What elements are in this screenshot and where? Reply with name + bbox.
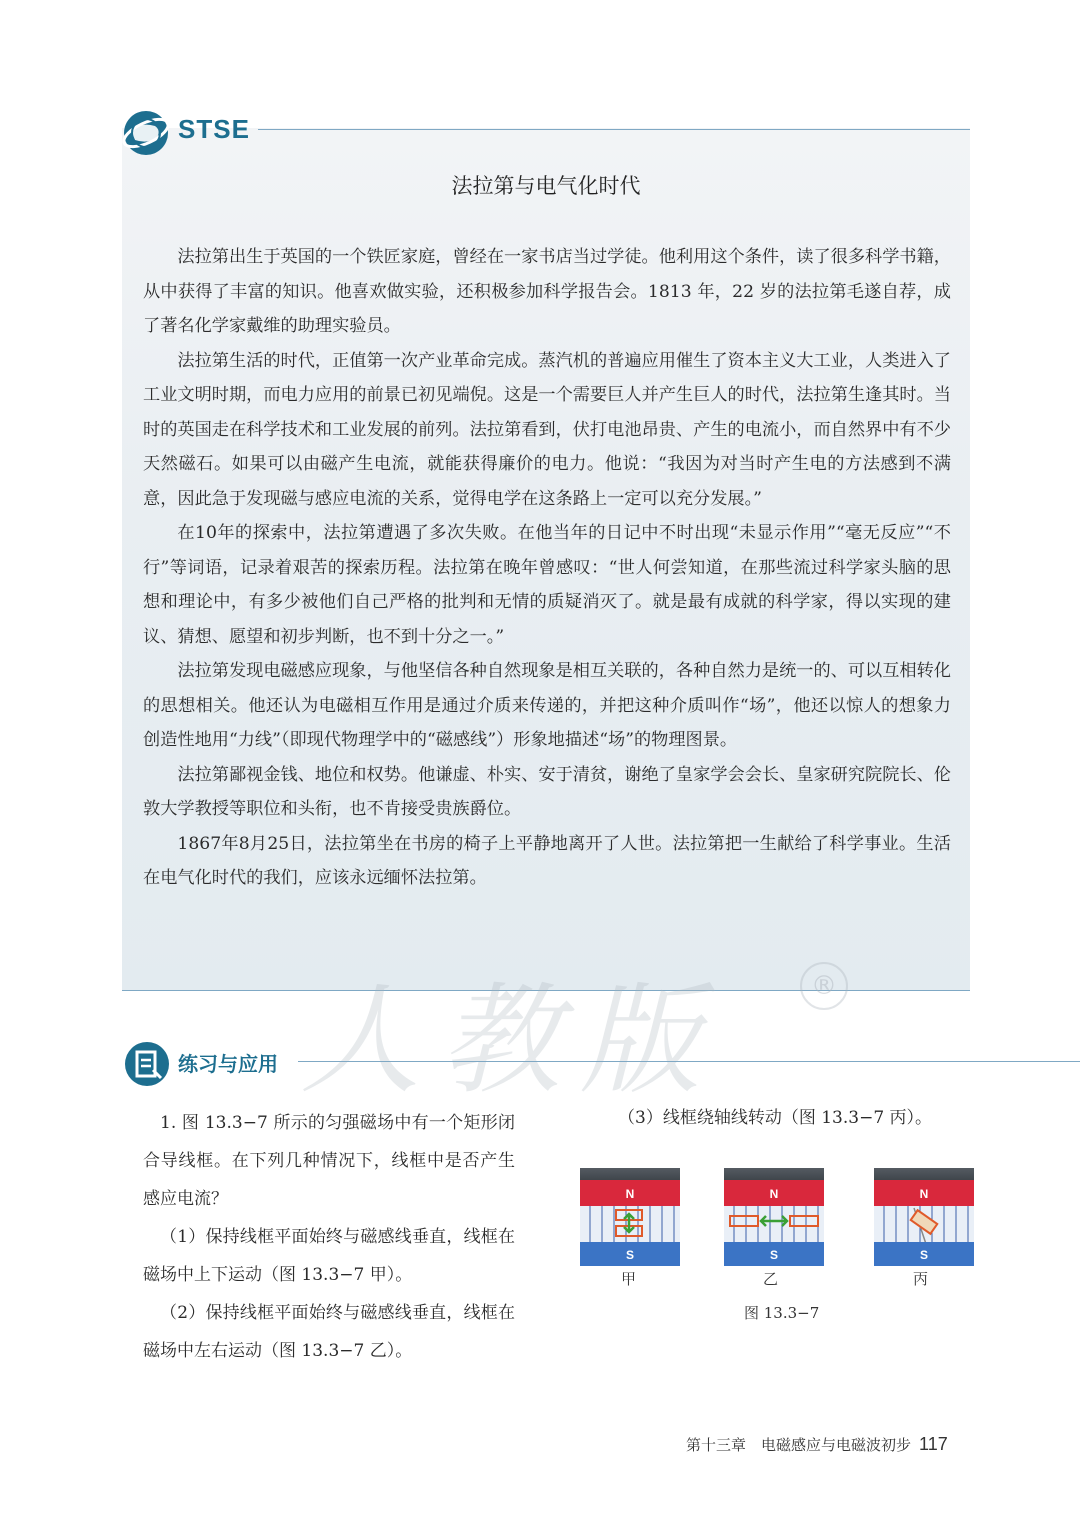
north-label: N	[919, 1187, 929, 1201]
article-paragraph: 法拉第出生于英国的一个铁匠家庭，曾经在一家书店当过学徒。他利用这个条件，读了很多科学书籍，从中获得了丰富的知识。他喜欢做实验，还积极参加科学报告会。1813 年，22 岁的法拉第毛遂自荐，成了著名化学家戴维的助理实验员。	[143, 247, 951, 336]
question-part-3: （3）线框绕轴线转动（图 13.3−7 丙）。	[618, 1108, 933, 1128]
article-paragraph: 法拉第发现电磁感应现象，与他坚信各种自然现象是相互关联的，各种自然力是统一的、可以互相转化的思想相关。他还认为电磁相互作用是通过介质来传递的，并把这种介质叫作“场”，他还以惊人的想象力创造性地用“力线”（即现代物理学中的“磁感线”）形象地描述“场”的物理图景。	[143, 661, 951, 750]
article-paragraph: 在10年的探索中，法拉第遭遇了多次失败。在他当年的日记中不时出现“未显示作用”“毫无反应”“不行”等词语，记录着艰苦的探索历程。法拉第在晚年曾感叹：“世人何尝知道，在那些流过科学家头脑的思想和理论中，有多少被他们自己严格的批判和无情的质疑消灭了。就是最有成就的科学家，得以实现的建议、猜想、愿望和初步判断，也不到十分之一。”	[143, 523, 951, 647]
figure-caption-yi: 乙	[763, 1270, 779, 1288]
question-intro: 1. 图 13.3−7 所示的匀强磁场中有一个矩形闭合导线框。在下列几种情况下，线框中是否产生感应电流？	[143, 1113, 515, 1209]
question-1	[143, 1104, 515, 1370]
figure-title: 图 13.3−7	[744, 1304, 820, 1322]
page-footer	[686, 1434, 948, 1455]
article-body	[143, 240, 951, 896]
exercise-icon	[123, 1040, 171, 1088]
north-label: N	[625, 1187, 635, 1201]
article-paragraph: 1867年8月25日，法拉第坐在书房的椅子上平静地离开了人世。法拉第把一生献给了科学事业。生活在电气化时代的我们，应该永远缅怀法拉第。	[143, 833, 951, 888]
exercise-divider	[298, 1061, 1080, 1062]
article-title: 法拉第与电气化时代	[451, 174, 641, 198]
figure-yi	[724, 1168, 824, 1266]
south-label: S	[919, 1248, 929, 1262]
south-label: S	[769, 1248, 779, 1262]
question-part-2: （2）保持线框平面始终与磁感线垂直，线框在磁场中左右运动（图 13.3−7 乙）。	[143, 1303, 515, 1361]
stse-label: STSE	[178, 114, 250, 144]
figure-caption-jia: 甲	[621, 1270, 637, 1288]
figure-caption-bing: 丙	[913, 1270, 929, 1288]
figure-bing	[874, 1168, 974, 1266]
publisher-watermark: 人教版	[300, 972, 720, 1111]
exercise-heading: 练习与应用	[178, 1052, 278, 1076]
article-paragraph: 法拉第鄙视金钱、地位和权势。他谦虚、朴实、安于清贫，谢绝了皇家学会会长、皇家研究院院长、伦敦大学教授等职位和头衔，也不肯接受贵族爵位。	[143, 764, 951, 819]
south-label: S	[625, 1248, 635, 1262]
globe-icon	[121, 108, 171, 158]
question-part-1: （1）保持线框平面始终与磁感线垂直，线框在磁场中上下运动（图 13.3−7 甲）。	[143, 1227, 515, 1285]
chapter-title: 第十三章 电磁感应与电磁波初步	[686, 1436, 912, 1454]
stse-header-divider	[258, 129, 970, 130]
page-number: 117	[919, 1434, 948, 1454]
article-paragraph: 法拉第生活的时代，正值第一次产业革命完成。蒸汽机的普遍应用催生了资本主义大工业，人类进入了工业文明时期，而电力应用的前景已初见端倪。这是一个需要巨人并产生巨人的时代，法拉第生逢其时。当时的英国走在科学技术和工业发展的前列。法拉第看到，伏打电池昂贵、产生的电流小，而自然界中有不少天然磁石。如果可以由磁产生电流，就能获得廉价的电力。他说：“我因为对当时产生电的方法感到不满意，因此急于发现磁与感应电流的关系，觉得电学在这条路上一定可以充分发展。”	[143, 350, 951, 509]
figure-jia	[580, 1168, 680, 1266]
registered-mark: ®	[800, 962, 848, 1010]
north-label: N	[769, 1187, 779, 1201]
